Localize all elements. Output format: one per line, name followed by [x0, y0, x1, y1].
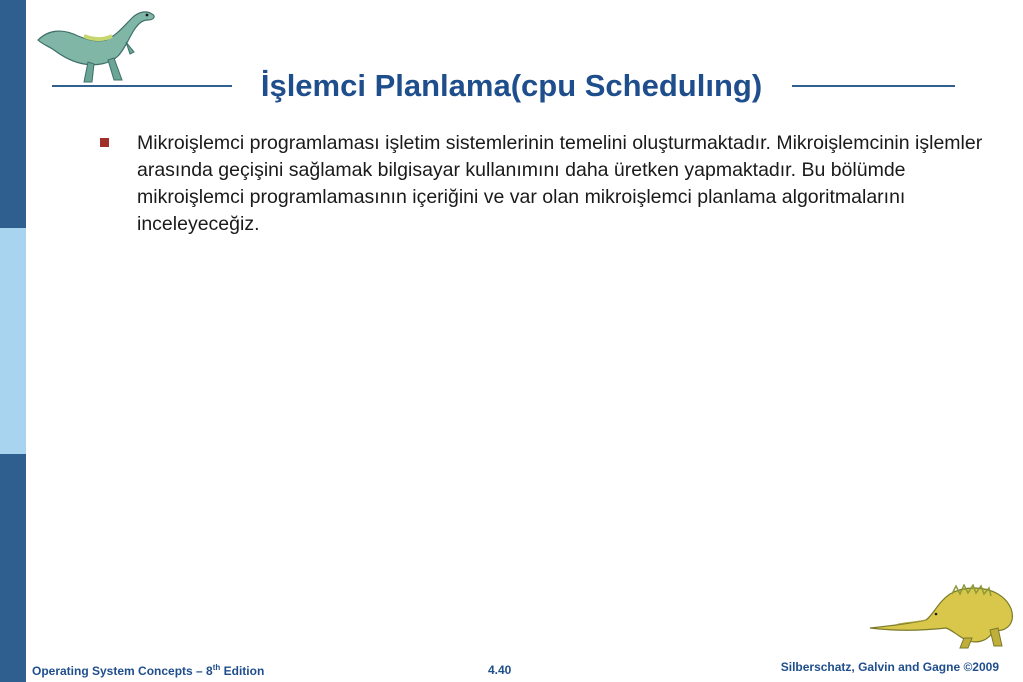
footer-book-title: Operating System Concepts – 8th Edition [32, 663, 265, 678]
slide-title: İşlemci Planlama(cpu Schedulıng) [260, 68, 763, 103]
sidebar-band-bottom [0, 454, 26, 682]
square-bullet-icon [100, 138, 109, 147]
sidebar-band-top [0, 0, 26, 228]
bullet-text: Mikroişlemci programlaması işletim sistemlerinin temelini oluşturmaktadır. Mikroişlemcinin işlemler arasında geçişini sağlamak bilgisayar kullanımını daha üretken yapmaktadır. Bu bölümde mikroişlemci programlamasının içeriğini ve var olan mikroişlemci planlama algoritmalarını inceleyeceğiz. [137, 132, 983, 235]
dinosaur-icon [868, 584, 1018, 650]
footer-page-number: 4.40 [488, 663, 512, 677]
bullet-item [100, 130, 1010, 238]
footer-copyright: Silberschatz, Galvin and Gagne ©2009 [780, 660, 999, 674]
sidebar-band-middle [0, 228, 26, 454]
